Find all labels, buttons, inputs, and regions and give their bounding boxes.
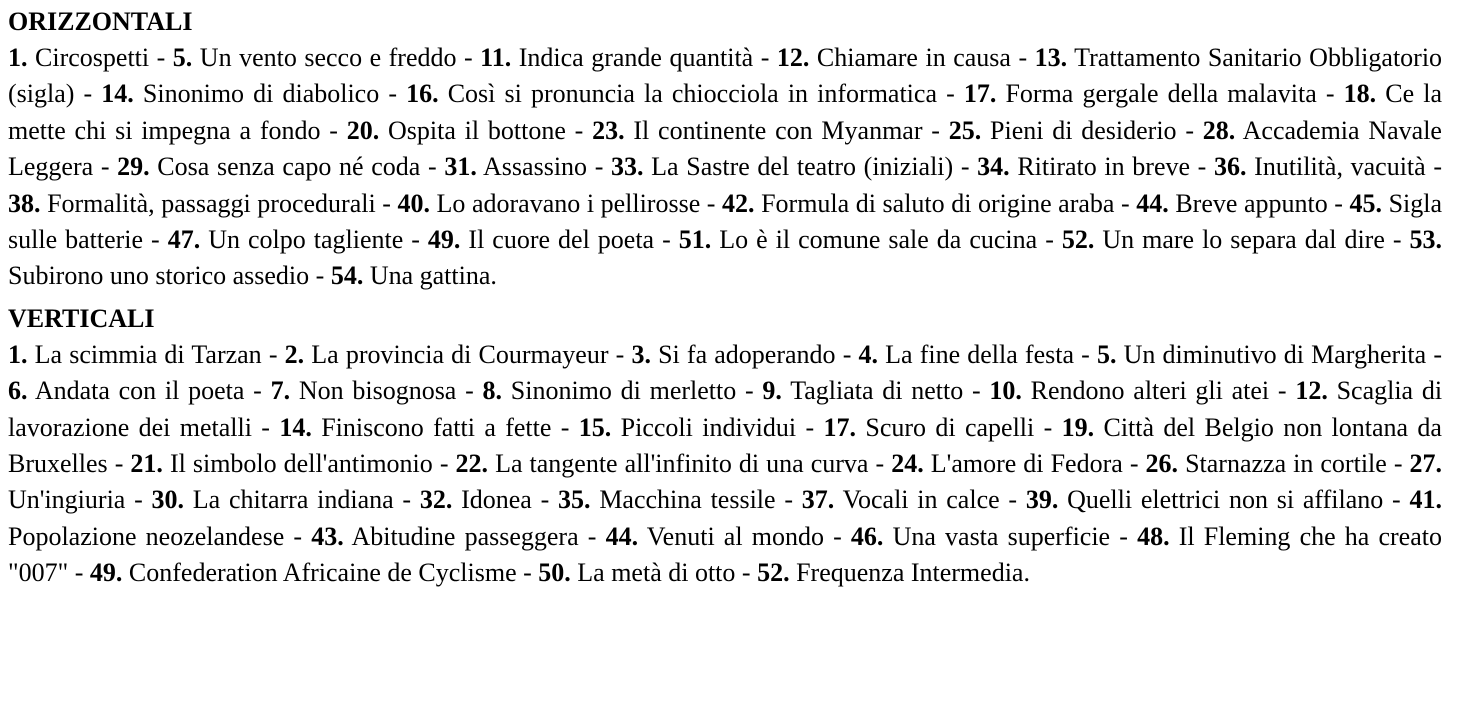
clue-number: 17. [823,412,856,442]
clue-list: 1. La scimmia di Tarzan - 2. La provincia di Courmayeur - 3. Si fa adoperando - 4. La fine della festa - 5. Un diminutivo di Margherita - 6. Andata con il poeta - 7. Non bisognosa - 8. Sinonimo di merletto - 9. Tagliata di netto - 10. Rendono alteri gli atei - 12. Scaglia di lavorazione dei metalli - 14. Finiscono fatti a fette - 15. Piccoli individui - 17. Scuro di capelli - 19. Città del Belgio non lontana da Bruxelles - 21. Il simbolo dell'antimonio - 22. La tangente all'infinito di una curva - 24. L'amore di Fedora - 26. Starnazza in cortile - 27. Un'ingiuria - 30. La chitarra indiana - 32. Idonea - 35. Macchina tessile - 37. Vocali in calce - 39. Quelli elettrici non si affilano - 41. Popolazione neozelandese - 43. Abitudine passeggera - 44. Venuti al mondo - 46. Una vasta superficie - 48. Il Fleming che ha creato "007" - 49. Confederation Africaine de Cyclisme - 50. La metà di otto - 52. Frequenza Intermedia. [8,339,1443,588]
clue-text: Circospetti [35,43,150,72]
clue-number: 17. [963,79,997,109]
clue-text: L'amore di Fedora [930,449,1123,479]
clue-number: 49. [427,225,461,255]
clue-number: 44. [605,521,639,551]
section-verticali [8,301,1442,592]
clue-number: 31. [444,152,477,182]
clue-number: 44. [1136,188,1169,218]
clue-number: 38. [8,188,41,218]
clue-number: 27. [1409,449,1443,479]
clue-number: 28. [1202,115,1236,145]
clue-number: 21. [130,449,163,479]
clue-text: Popolazione neozelandese [8,521,285,551]
clue-text: Sinonimo di diabolico [142,79,380,109]
clue-number: 6. [8,376,28,406]
clue-text: La metà di otto [577,558,736,588]
clue-number: 34. [977,152,1010,182]
clue-text: Formalità, passaggi procedurali [47,188,376,218]
clue-number: 8. [482,376,503,406]
clue-number: 50. [538,558,571,588]
clue-text: Non bisognosa [298,376,457,406]
clue-number: 36. [1214,152,1247,182]
clue-text: Rendono alteri gli atei [1030,376,1270,406]
clue-text: Macchina tessile [599,485,776,515]
clue-text: Un diminutivo di Margherita [1123,339,1427,369]
clue-number: 40. [397,188,430,218]
section-orizzontali [8,4,1442,295]
clue-text: Un vento secco e freddo [199,43,457,72]
clue-number: 7. [270,376,291,406]
clue-text: Subirono uno storico assedio [8,261,310,291]
clue-number: 16. [406,79,439,109]
clue-text: Ospita il bottone [387,115,566,145]
clue-number: 1. [8,339,28,369]
clue-number: 35. [558,485,591,515]
clue-number: 26. [1145,449,1179,479]
clue-text: Piccoli individui [620,412,797,442]
clue-text: La chitarra indiana [192,485,394,515]
clue-text: Una gattina. [369,261,497,291]
clue-text: Cosa senza capo né coda [157,152,421,182]
clue-text: Andata con il poeta [34,376,245,406]
clue-text: Chiamare in causa [816,43,1011,72]
clue-number: 1. [8,43,28,72]
clue-number: 33. [611,152,644,182]
clue-text: Città del Belgio non lontana da Bruxelles [8,412,1442,479]
clue-text: Il simbolo dell'antimonio [169,449,433,479]
clue-number: 47. [167,225,201,255]
section-title: VERTICALI [8,303,155,333]
clue-number: 53. [1409,225,1443,255]
clue-number: 12. [1295,376,1328,406]
clue-text: Accademia Navale Leggera [8,115,1442,182]
clue-number: 46. [850,521,884,551]
clue-text: Scuro di capelli [865,412,1035,442]
clue-text: Una vasta superficie [892,521,1111,551]
clue-text: La tangente all'infinito di una curva [495,449,869,479]
clue-list: 1. Circospetti - 5. Un vento secco e freddo - 11. Indica grande quantità - 12. Chiamare in causa - 13. Trattamento Sanitario Obbligatorio (sigla) - 14. Sinonimo di diabolico - 16. Così si pronuncia la chiocciola in informatica - 17. Forma gergale della malavita - 18. Ce la mette chi si impegna a fondo - 20. Ospita il bottone - 23. Il continente con Myanmar - 25. Pieni di desiderio - 28. Accademia Navale Leggera - 29. Cosa senza capo né coda - 31. Assassino - 33. La Sastre del teatro (iniziali) - 34. Ritirato in breve - 36. Inutilità, vacuità - 38. Formalità, passaggi procedurali - 40. Lo adoravano i pellirosse - 42. Formula di saluto di origine araba - 44. Breve appunto - 45. Sigla sulle batterie - 47. Un colpo tagliente - 49. Il cuore del poeta - 51. Lo è il comune sale da cucina - 52. Un mare lo separa dal dire - 53. Subirono uno storico assedio - 54. Una gattina. [8,43,1443,291]
clue-number: 39. [1025,485,1059,515]
clue-text: Ce la mette chi si impegna a fondo [8,79,1442,145]
clue-text: Sigla sulle batterie [8,188,1443,255]
clue-number: 37. [801,485,835,515]
clue-text: Sinonimo di merletto [510,376,737,406]
clue-text: Trattamento Sanitario Obbligatorio (sigla) [8,43,1443,109]
clue-text: Tagliata di netto [790,376,964,406]
clue-text: Il cuore del poeta [468,225,655,255]
clue-text: Un mare lo separa dal dire [1102,225,1385,255]
clue-number: 25. [948,115,982,145]
clue-number: 4. [858,339,878,369]
clue-number: 20. [346,115,380,145]
clue-number: 42. [722,188,755,218]
clue-text: Si fa adoperando [658,339,836,369]
clue-number: 51. [678,225,712,255]
clue-text: Frequenza Intermedia. [796,558,1030,588]
clue-text: Pieni di desiderio [990,115,1177,145]
clue-number: 12. [776,43,810,72]
clue-number: 18. [1343,79,1377,109]
clue-text: Assassino [483,152,588,182]
clue-text: La provincia di Courmayeur [311,339,609,369]
clue-number: 43. [311,521,344,551]
clue-text: Abitudine passeggera [351,521,579,551]
clue-text: Breve appunto [1175,188,1328,218]
clue-text: Un colpo tagliente [208,225,404,255]
clue-number: 52. [1061,225,1095,255]
clue-number: 14. [279,412,312,442]
clue-number: 52. [757,558,790,588]
clue-text: Il Fleming che ha creato "007" [8,521,1442,588]
clue-text: Formula di saluto di origine araba [761,188,1115,218]
clue-text: Ritirato in breve [1017,152,1191,182]
clue-number: 15. [578,412,612,442]
clue-number: 22. [455,449,489,479]
clue-text: Vocali in calce [842,485,1000,515]
clue-number: 30. [151,485,185,515]
clue-number: 45. [1349,188,1382,218]
clue-text: Venuti al mondo [646,521,824,551]
clue-text: Confederation Africaine de Cyclisme [128,558,517,588]
clue-number: 29. [117,152,150,182]
clue-number: 9. [762,376,782,406]
clue-text: Un'ingiuria [8,485,126,515]
clue-number: 32. [419,485,453,515]
clue-number: 23. [592,115,625,145]
clue-text: Finiscono fatti a fette [321,412,552,442]
clue-number: 14. [101,79,134,109]
clue-text: Così si pronuncia la chiocciola in informatica [447,79,937,109]
clue-text: Scaglia di lavorazione dei metalli [8,376,1443,442]
clue-number: 24. [891,449,924,479]
clue-text: Forma gergale della malavita [1005,79,1317,109]
clue-text: La fine della festa [885,339,1075,369]
clue-number: 13. [1034,43,1068,72]
clue-number: 54. [330,261,364,291]
clue-number: 5. [1096,339,1117,369]
crossword-clues-page [8,4,1442,592]
clue-text: Lo adoravano i pellirosse [436,188,701,218]
clue-number: 3. [631,339,651,369]
clue-text: La Sastre del teatro (iniziali) [651,152,954,182]
clue-number: 2. [284,339,305,369]
clue-text: La scimmia di Tarzan [34,339,262,369]
clue-text: Quelli elettrici non si affilano [1067,485,1384,515]
clue-number: 19. [1061,412,1095,442]
clue-number: 48. [1137,521,1170,551]
clue-text: Starnazza in cortile [1185,449,1387,479]
clue-text: Lo è il comune sale da cucina [719,225,1038,255]
clue-number: 5. [172,43,193,72]
clue-number: 10. [989,376,1022,406]
section-title: ORIZZONTALI [8,7,193,36]
clue-number: 11. [480,43,512,72]
clue-number: 49. [89,558,123,588]
clue-text: Il continente con Myanmar [633,115,923,145]
clue-number: 41. [1409,485,1442,515]
clue-text: Idonea [461,485,532,515]
clue-text: Indica grande quantità [518,43,754,72]
clue-text: Inutilità, vacuità [1254,152,1426,182]
